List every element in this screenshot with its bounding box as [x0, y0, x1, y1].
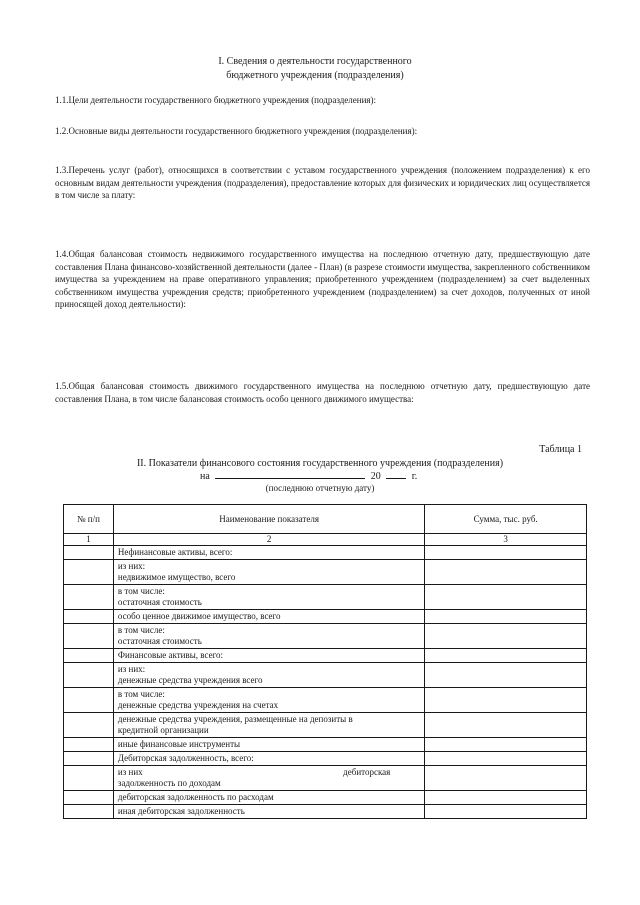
sum-value-cell[interactable] — [425, 585, 587, 610]
sum-value-cell[interactable] — [425, 546, 587, 560]
date-blank-field — [215, 469, 365, 479]
row-number-cell[interactable] — [64, 649, 114, 663]
row-number-cell[interactable] — [64, 546, 114, 560]
year-blank-field — [386, 469, 406, 479]
table-row — [64, 624, 587, 649]
indicator-sublabel: недвижимое имущество, всего — [117, 572, 236, 582]
table-row — [64, 546, 587, 560]
table-row — [64, 766, 587, 791]
date-year: 20 — [370, 471, 381, 482]
indicator-label: Финансовые активы, всего: — [117, 650, 224, 660]
indicator-sublabel: задолженность по доходам — [117, 778, 221, 788]
section-2-title: II. Показатели финансового состояния государственного учреждения (подразделения) — [136, 458, 504, 469]
sum-value-cell[interactable] — [425, 791, 587, 805]
column-number-2: 2 — [113, 534, 424, 546]
indicator-name-cell — [113, 713, 424, 738]
indicator-label: особо ценное движимое имущество, всего — [117, 611, 281, 621]
row-number-cell[interactable] — [64, 752, 114, 766]
indicator-label: в том числе: — [117, 689, 165, 699]
indicator-name-cell — [113, 766, 424, 791]
indicator-name-cell — [113, 805, 424, 819]
indicator-label-right: дебиторская — [343, 767, 391, 777]
table-row — [64, 610, 587, 624]
report-date-line — [200, 469, 440, 483]
row-number-cell[interactable] — [64, 791, 114, 805]
row-number-cell[interactable] — [64, 738, 114, 752]
header-number: № п/п — [64, 505, 114, 534]
indicator-label: в том числе: — [117, 625, 165, 635]
table-row — [64, 805, 587, 819]
indicator-label: в том числе: — [117, 586, 165, 596]
table-row — [64, 663, 587, 688]
indicator-name-cell — [113, 585, 424, 610]
indicator-sublabel: кредитной организации — [117, 725, 209, 735]
section-1-title — [150, 55, 480, 83]
table-row — [64, 585, 587, 610]
sum-value-cell[interactable] — [425, 649, 587, 663]
sum-value-cell[interactable] — [425, 738, 587, 752]
sum-value-cell[interactable] — [425, 688, 587, 713]
table-label: Таблица 1 — [539, 444, 582, 455]
table-row — [64, 688, 587, 713]
paragraph-1-3: 1.3.Перечень услуг (работ), относящихся в соответствии с уставом государственного учреждения (положением подразделения) к его основным видам деятельности учреждения (подразделения), предоставление которых для физических и юридических лиц осуществляется в том числе за плату: — [55, 165, 590, 200]
row-number-cell[interactable] — [64, 624, 114, 649]
section-1-title-line2: бюджетного учреждения (подразделения) — [226, 70, 404, 81]
paragraph-1-1: 1.1.Цели деятельности государственного бюджетного учреждения (подразделения): — [55, 95, 377, 105]
indicator-sublabel: остаточная стоимость — [117, 636, 202, 646]
row-number-cell[interactable] — [64, 585, 114, 610]
table-row — [64, 649, 587, 663]
table-header-row — [64, 505, 587, 534]
sum-value-cell[interactable] — [425, 752, 587, 766]
header-sum: Сумма, тыс. руб. — [425, 505, 587, 534]
column-number-1: 1 — [64, 534, 114, 546]
indicator-name-cell — [113, 649, 424, 663]
sum-value-cell[interactable] — [425, 713, 587, 738]
table-row — [64, 738, 587, 752]
indicator-name-cell — [113, 610, 424, 624]
row-number-cell[interactable] — [64, 766, 114, 791]
indicator-label: Дебиторская задолженность, всего: — [117, 753, 254, 763]
section-1-title-line1: I. Сведения о деятельности государственного — [218, 56, 412, 67]
header-indicator: Наименование показателя — [113, 505, 424, 534]
indicator-name-cell — [113, 738, 424, 752]
sum-value-cell[interactable] — [425, 624, 587, 649]
indicator-sublabel: остаточная стоимость — [117, 597, 202, 607]
sum-value-cell[interactable] — [425, 766, 587, 791]
sum-value-cell[interactable] — [425, 560, 587, 585]
date-suffix: г. — [411, 471, 418, 482]
sum-value-cell[interactable] — [425, 610, 587, 624]
sum-value-cell[interactable] — [425, 805, 587, 819]
row-number-cell[interactable] — [64, 688, 114, 713]
indicator-sublabel: денежные средства учреждения на счетах — [117, 700, 279, 710]
table-row — [64, 752, 587, 766]
indicator-name-cell — [113, 663, 424, 688]
row-number-cell[interactable] — [64, 560, 114, 585]
indicator-name-cell — [113, 752, 424, 766]
indicator-label: Нефинансовые активы, всего: — [117, 547, 233, 557]
indicator-label: иные финансовые инструменты — [117, 739, 241, 749]
indicator-name-cell — [113, 560, 424, 585]
date-caption: (последнюю отчетную дату) — [265, 483, 375, 493]
paragraph-1-5: 1.5.Общая балансовая стоимость движимого государственного имущества на последнюю отчетную дату, предшествующую дате составления Плана, в том числе балансовая стоимость особо ценного движимого имущества: — [55, 381, 590, 404]
indicator-label: из них: — [117, 664, 146, 674]
indicator-name-cell — [113, 546, 424, 560]
paragraph-1-2: 1.2.Основные виды деятельности государственного бюджетного учреждения (подразделения): — [55, 126, 418, 136]
indicator-label: из них — [117, 767, 143, 777]
row-number-cell[interactable] — [64, 663, 114, 688]
indicator-label: дебиторская задолженность по расходам — [117, 792, 274, 802]
date-prefix: на — [200, 471, 210, 482]
indicator-label: денежные средства учреждения, размещенные на депозиты в — [117, 714, 353, 724]
column-number-3: 3 — [425, 534, 587, 546]
table-row — [64, 791, 587, 805]
row-number-cell[interactable] — [64, 713, 114, 738]
indicator-name-cell — [113, 624, 424, 649]
financial-indicators-table — [63, 504, 587, 819]
row-number-cell[interactable] — [64, 805, 114, 819]
sum-value-cell[interactable] — [425, 663, 587, 688]
indicator-sublabel: денежные средства учреждения всего — [117, 675, 263, 685]
row-number-cell[interactable] — [64, 610, 114, 624]
indicator-label: из них: — [117, 561, 146, 571]
indicator-label: иная дебиторская задолженность — [117, 806, 245, 816]
table-row — [64, 560, 587, 585]
table-row — [64, 713, 587, 738]
column-numbers-row — [64, 534, 587, 546]
paragraph-1-4: 1.4.Общая балансовая стоимость недвижимого государственного имущества на последнюю отчетную дату, предшествующую дате составления Плана финансово-хозяйственной деятельности (далее - План) (в разрезе стоимости имущества, закрепленного собственником имущества за учреждением на праве оперативного управления; приобретенного учреждением (подразделением) за счет выделенных собственником имущества учреждения средств; приобретенного учреждением (подразделением) за счет доходов, полученных от иной приносящей доход деятельности): — [55, 249, 590, 309]
indicator-name-cell — [113, 791, 424, 805]
indicator-name-cell — [113, 688, 424, 713]
